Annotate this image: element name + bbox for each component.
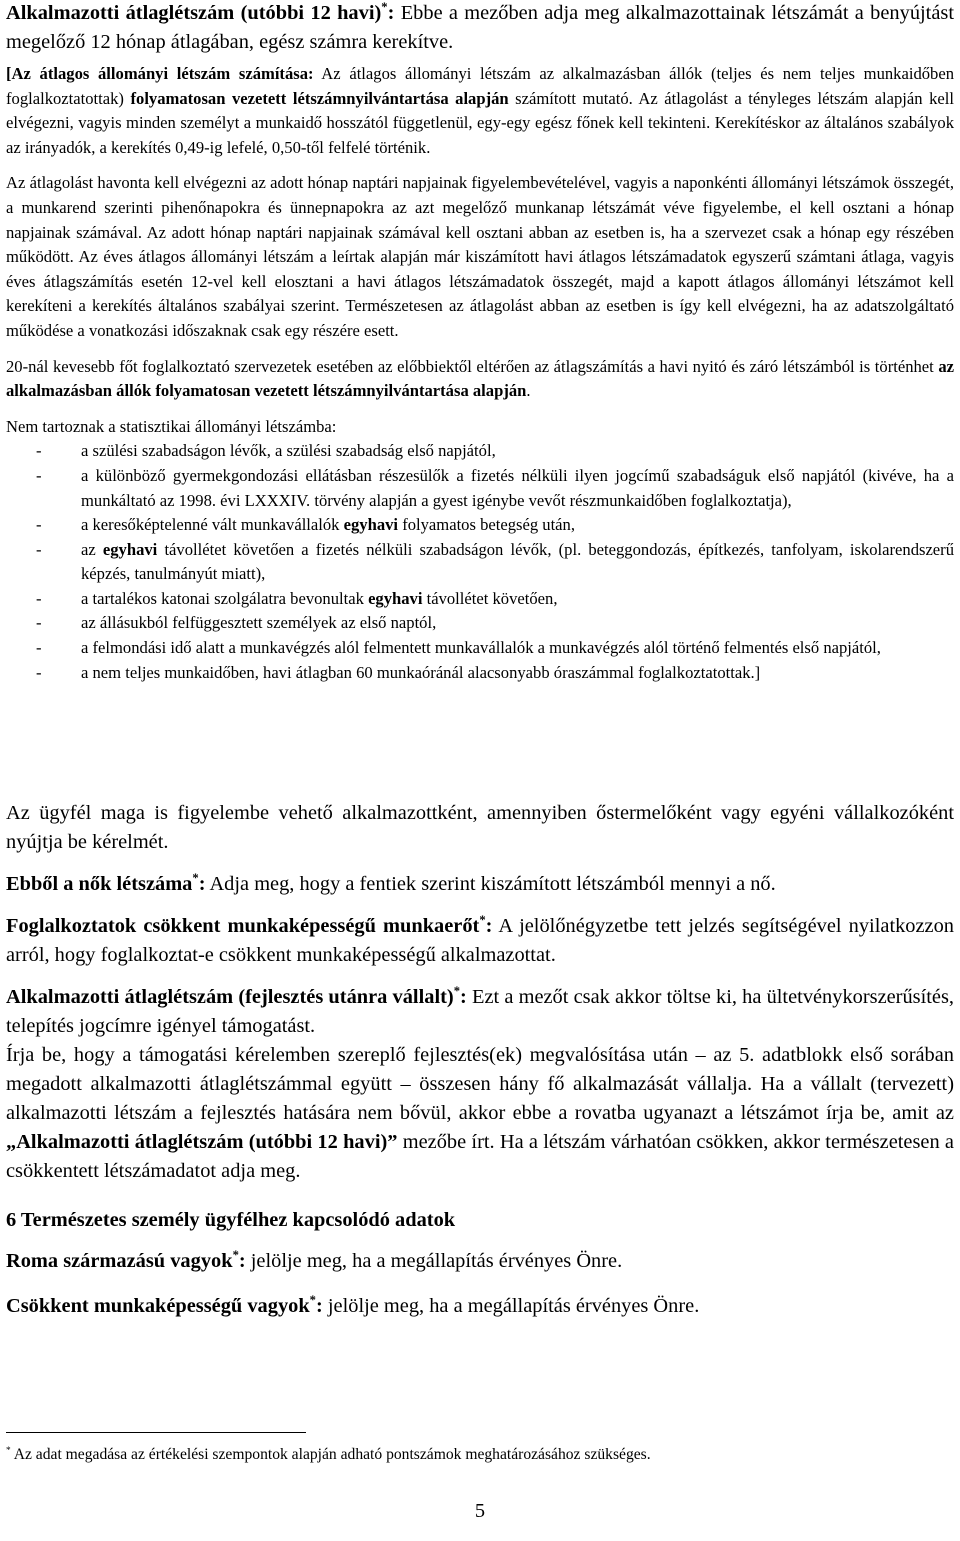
paragraph-reduced-capacity: Csökkent munkaképességű vagyok*: jelölje meg, ha a megállapítás érvényes Önre. (6, 1293, 700, 1317)
asterisk-mark: * (309, 1293, 316, 1308)
paragraph-avg-headcount: Alkalmazotti átlaglétszám (utóbbi 12 havi)*: Ebbe a mezőben adja meg alkalmazottainak létszámát a benyújtást megelőző 12 hónap átlagában, egész számra kerekítve. (6, 0, 954, 53)
asterisk-mark: * (453, 984, 461, 999)
section-heading: 6 Természetes személy ügyfélhez kapcsolódó adatok (6, 1209, 456, 1231)
term-committed-headcount: Alkalmazotti átlaglétszám (fejlesztés utánra vállalt) (6, 986, 454, 1008)
exclusions-list (6, 439, 954, 685)
term-avg-headcount: Alkalmazotti átlaglétszám (utóbbi 12 havi) (6, 2, 382, 24)
term-reduced-capacity: Csökkent munkaképességű vagyok (6, 1295, 310, 1317)
footnote-asterisk: * (6, 1445, 11, 1456)
term-roma-origin: Roma származású vagyok (6, 1250, 233, 1272)
paragraph-disabled-workers: Foglalkoztatok csökkent munkaképességű munkaerőt*: A jelölőnégyzetbe tett jelzés segítségével nyilatkozzon arról, hogy foglalkoztat-e csökkent munkaképességű alkalmazottat. (6, 913, 954, 966)
paragraph-small-org-rule: 20-nál kevesebb főt foglalkoztató szervezetek esetében az előbbiektől eltérően az átlagszámítás a havi nyitó és záró létszámból is történhet az alkalmazásban állók folyamatosan vezetett létszámnyilvántartása alapján. (6, 356, 954, 401)
paragraph-committed-headcount-detail: Írja be, hogy a támogatási kérelemben szereplő fejlesztés(ek) megvalósítása után – az 5. adatblokk első sorában megadott alkalmazotti átlaglétszámmal együtt – összesen hány fő alkalmazását vállalja. Ha a vállalt (tervezett) alkalmazotti létszám a fejlesztés hatására nem bővül, akkor ebbe a rovatba ugyanazt a létszámot írja be, amit az „Alkalmazotti átlaglétszám (utóbbi 12 havi)” mezőbe írt. Ha a létszám várhatóan csökken, akkor természetesen a csökkentett létszámadatot adja meg. (6, 1044, 954, 1182)
avg-calculation-section (6, 62, 954, 685)
term-women-count: Ebből a nők létszáma (6, 873, 193, 895)
list-item: - a különböző gyermekgondozási ellátásban részesülők a fizetés nélküli ilyen jogcímű szabadságuk első napjától (kivéve, ha a munkáltató az 1998. évi LXXXIV. törvény alapján a gyest igénybe vevőt részmunkaidőben foglalkoztatja), (36, 465, 954, 510)
paragraph-monthly-averaging: Az átlagolást havonta kell elvégezni az adott hónap naptári napjainak figyelembevételével, vagyis a naponkénti állományi létszámok összegét, a munkarend szerinti pihenőnapokra és ünnepnapokra az azt megelőző munkanap létszámát véve figyelembe, el kell osztani a hónap napjainak számával. Az adott hónap naptári napjainak számával kell osztani abban az esetben is, ha a szervezet csak a hónap egy részében működött. Az éves átlagos állományi létszám a leírtak alapján már kiszámított havi átlagos létszámadatok egyszerű számtani átlaga, vagyis éves átlagszámítás esetén 12-vel kell elosztani a havi átlagos létszámadatok összegét, majd a kapott átlagos állományi létszámot kell kerekíteni a kerekítés általános szabályai szerint. Természetesen az átlagolást abban az esetben is így kell elvégezni, ha az adatszolgáltató működése a vonatkozási időszaknak csak egy részére esett. (6, 173, 954, 340)
list-item: - a tartalékos katonai szolgálatra bevonultak egyhavi távollétet követően, (36, 588, 558, 608)
footnote: * Az adat megadása az értékelési szempontok alapján adható pontszámok meghatározásához szükséges. (6, 1445, 651, 1463)
list-item: - az egyhavi távollétet követően a fizetés nélküli szabadságon lévők, (pl. beteggondozás, építkezés, tanfolyam, iskolarendszerű képzés, tanulmányút miatt), (36, 539, 954, 584)
list-item: - a keresőképtelenné vált munkavállalók egyhavi folyamatos betegség után, (36, 515, 575, 535)
list-item: - a felmondási idő alatt a munkavégzés alól felmentett munkavállalók a munkavégzés alól történő felmentés első napjától, (36, 638, 881, 658)
list-item: - az állásukból felfüggesztett személyek az első naptól, (36, 613, 437, 633)
asterisk-mark: * (479, 913, 486, 928)
paragraph-women-count: Ebből a nők létszáma*: Adja meg, hogy a fentiek szerint kiszámított létszámból mennyi a nő. (6, 871, 776, 895)
exclusions-intro: Nem tartoznak a statisztikai állományi létszámba: (6, 416, 337, 436)
footnote-divider (6, 1432, 306, 1433)
large-text-section (6, 799, 954, 1321)
asterisk-mark: * (232, 1248, 239, 1263)
page-number: 5 (474, 1500, 486, 1522)
asterisk-mark: * (192, 871, 199, 886)
paragraph-committed-headcount: Alkalmazotti átlaglétszám (fejlesztés utánra vállalt)*: Ezt a mezőt csak akkor töltse ki, ha ültetvénykorszerűsítés, telepítés jogcímre igényel támogatást. (6, 984, 955, 1037)
list-item: - a nem teljes munkaidőben, havi átlagban 60 munkaóránál alacsonyabb óraszámmal foglalkoztatottak.] (36, 662, 761, 682)
paragraph-self-employed: Az ügyfél maga is figyelembe vehető alkalmazottként, amennyiben őstermelőként vagy egyéni vállalkozóként nyújtja be kérelmét. (6, 802, 954, 853)
asterisk-mark: * (381, 0, 388, 15)
term-disabled-workers: Foglalkoztatok csökkent munkaképességű munkaerőt (6, 915, 480, 937)
paragraph-roma-origin: Roma származású vagyok*: jelölje meg, ha a megállapítás érvényes Önre. (6, 1248, 623, 1272)
list-item: - a szülési szabadságon lévők, a szülési szabadság első napjától, (36, 441, 496, 461)
paragraph-avg-calc-definition: [Az átlagos állományi létszám számítása: Az átlagos állományi létszám az alkalmazásban állók (teljes és nem teljes munkaidőben foglalkoztatottak) folyamatosan vezetett létszámnyilvántartása alapján számított mutató. Az átlagolást a tényleges létszám alapján kell elvégezni, vagyis minden személyt a munkaidő hosszától függetlenül, egy-egy egész főnek kell tekinteni. Kerekítéskor az általános szabályok az irányadók, a kerekítés 0,49-ig lefelé, 0,50-től felfelé történik. (6, 64, 954, 157)
